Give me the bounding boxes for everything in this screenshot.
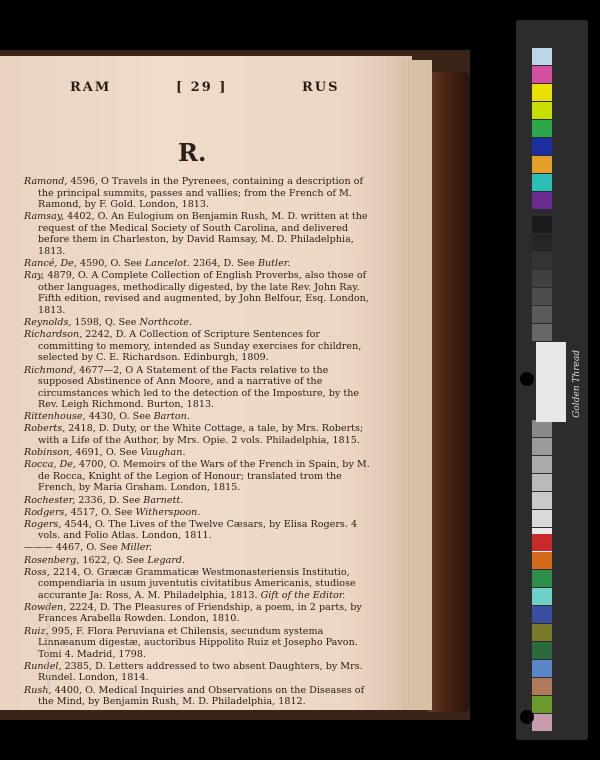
entry-text: 2224, D. The Pleasures of Friendship, a poem, in 2 parts, by Frances Arabella Rowden. London, 1810.: [38, 601, 362, 625]
entry-author: Rocca, De,: [24, 459, 76, 471]
gray-swatch: [532, 252, 552, 269]
entry-see: Vaughan.: [140, 447, 186, 459]
entry-author: Rush,: [24, 684, 52, 696]
entry-author: Rowden,: [24, 601, 67, 613]
entry-author: Richmond,: [24, 364, 77, 376]
entry-text: 4402, O. An Eulogium on Benjamin Rush, M. D. written at the request of the Medical Society of South Carolina, and delivered before them in Charleston, by David Ramsay, M. D. Philadelphia, 1813.: [38, 211, 368, 258]
entry-text: 2364, D. See: [189, 258, 258, 270]
entry-see: Northcote.: [139, 317, 193, 329]
color-swatch: [532, 120, 552, 137]
color-swatch: [532, 696, 552, 713]
entry-text: 2336, D. See: [75, 494, 144, 506]
catalog-entry: [24, 555, 374, 567]
book-cover: [428, 72, 470, 712]
entry-text: 4544, O. The Lives of the Twelve Cæsars, by Elisa Rogers. 4 vols. and Folio Atlas. London, 1811.: [38, 518, 358, 542]
gray-swatch: [532, 438, 552, 455]
gray-swatch: [532, 456, 552, 473]
catalog-entry: [24, 447, 374, 459]
catalog-entry: [24, 661, 374, 684]
target-side-text: Colors by Munsell Color Services Lab: [46, 597, 52, 690]
entry-see: Barnett.: [143, 494, 184, 506]
entry-text: 4590, O. See: [76, 258, 145, 270]
gray-swatch: [532, 234, 552, 251]
entry-see: Barton.: [153, 411, 190, 423]
color-swatch: [532, 660, 552, 677]
catalog-entry: [24, 176, 374, 211]
catalog-entry: [24, 542, 374, 554]
entry-text: 4596, O Travels in the Pyrenees, containing a description of the principal summits, passes and vallies; from the French of M. Ramond, by F. Gold. London, 1813.: [38, 176, 364, 211]
entry-author: Rancé, De,: [24, 258, 77, 270]
entry-text: 4467, O. See: [52, 542, 121, 554]
entry-author: Ramsay,: [24, 211, 65, 223]
catalog-entry: [24, 602, 374, 625]
catalog-entries: [24, 176, 374, 708]
catalog-entry: [24, 423, 374, 446]
catalog-entry: [24, 411, 374, 423]
entry-see: Witherspoon.: [135, 506, 201, 518]
catalog-entry: [24, 270, 374, 316]
catalog-entry: [24, 317, 374, 329]
color-swatch: [532, 102, 552, 119]
golden-thread-label: Golden Thread: [572, 350, 582, 418]
entry-text: 2214, O. Græcæ Grammaticæ Westmonasteriensis Institutio, compendiaria in usum juventutis civitatibus Americanis, studiose accurante Ja: Ross, A. M. Philadelphia, 1813.: [38, 566, 356, 601]
entry-text: 1598, Q. See: [71, 317, 140, 329]
color-swatch: [532, 156, 552, 173]
entry-author: Rodgers,: [24, 506, 68, 518]
catalog-entry: [24, 211, 374, 257]
entry-see: Butler.: [257, 258, 291, 270]
color-swatch: [532, 138, 552, 155]
color-swatch: [532, 192, 552, 209]
gray-swatch: [532, 324, 552, 341]
entry-text: 4879, O. A Complete Collection of English Proverbs, also those of other languages, methodically digested, by the late Rev. John Ray. Fifth edition, revised and augmented, by John Belfour, Esq. London, 1813.: [38, 270, 369, 317]
entry-text: 2418, D. Duty, or the White Cottage, a tale, by Mrs. Roberts; with a Life of the Author, by Mrs. Opie. 2 vols. Philadelphia, 1815.: [38, 423, 364, 447]
color-swatch: [532, 534, 552, 551]
gray-swatch: [532, 216, 552, 233]
color-swatch: [532, 570, 552, 587]
catalog-entry: [24, 685, 374, 708]
entry-text: 4677—2, O A Statement of the Facts relative to the supposed Abstinence of Ann Moore, and a narrative of the circumstances which led to the detection of the Imposture, by the Rev. Leigh Richmond. Burton, 1813.: [38, 364, 360, 411]
color-swatch: [532, 66, 552, 83]
entry-author: Roberts,: [24, 423, 66, 435]
entry-text: 4400, O. Medical Inquiries and Observations on the Diseases of the Mind, by Benjamin Rush, M. D. Philadelphia, 1812.: [38, 684, 365, 708]
color-swatch: [532, 588, 552, 605]
entry-text: 4430, O. See: [85, 411, 154, 423]
gray-swatch: [532, 474, 552, 491]
entry-text: 4700, O. Memoirs of the Wars of the French in Spain, by M. de Rocca, Knight of the Legion of Honour; translated trom the French, by Maria Graham. London, 1815.: [38, 459, 370, 494]
page-number: [ 29 ]: [176, 80, 228, 95]
entry-author: Reynolds,: [24, 317, 72, 329]
catalog-entry: [24, 329, 374, 364]
entry-see: Legard.: [147, 554, 186, 566]
gray-swatch: [532, 420, 552, 437]
target-hole: [520, 710, 534, 724]
catalog-entry: [24, 567, 374, 602]
catalog-entry: [24, 459, 374, 494]
running-head: [0, 80, 410, 100]
color-swatch: [532, 624, 552, 641]
running-head-left: RAM: [70, 80, 112, 95]
catalog-entry: [24, 365, 374, 411]
page-edges: [402, 60, 432, 710]
entry-author: Ray,: [24, 270, 45, 282]
entry-see: Lancelot.: [144, 258, 190, 270]
entry-text: 4691, O. See: [72, 447, 141, 459]
color-swatch: [532, 714, 552, 731]
entry-author: Robinson,: [24, 447, 73, 459]
gray-swatch: [532, 306, 552, 323]
entry-text: 2385, D. Letters addressed to two absent Daughters, by Mrs. Rundel. London, 1814.: [38, 660, 363, 684]
color-swatch: [532, 678, 552, 695]
entry-author: Rochester,: [24, 494, 76, 506]
running-head-right: RUS: [302, 80, 340, 95]
target-hole: [520, 372, 534, 386]
entry-author: ———: [24, 542, 53, 554]
entry-author: Ramond,: [24, 176, 68, 187]
color-swatch: [532, 606, 552, 623]
entry-text: 1622, Q. See: [79, 554, 148, 566]
entry-author: Richardson,: [24, 329, 83, 341]
section-letter: R.: [178, 138, 207, 167]
entry-see: Miller.: [120, 542, 153, 554]
catalog-entry: [24, 626, 374, 661]
entry-text: 2242, D. A Collection of Scripture Sentences for committing to memory, intended as Sunday exercises for children, selected by C. E. Richardson. Edinburgh, 1809.: [38, 329, 362, 364]
entry-author: Ross,: [24, 566, 50, 578]
color-swatch: [532, 552, 552, 569]
entry-author: Rundel,: [24, 660, 62, 672]
gray-swatch: [532, 288, 552, 305]
color-swatch: [532, 48, 552, 65]
entry-see: Gift of the Editor.: [260, 589, 346, 601]
color-swatch: [532, 174, 552, 191]
gray-swatch: [532, 510, 552, 527]
scale-label: [536, 342, 566, 422]
entry-text: 995, F. Flora Peruviana et Chilensis, secundum systema Linnæanum digestæ, auctoribus Hippolito Ruiz et Josepho Pavon. Tomi 4. Madrid, 1798.: [38, 625, 358, 660]
gray-swatch: [532, 270, 552, 287]
catalog-entry: [24, 258, 374, 270]
catalog-entry: [24, 519, 374, 542]
color-swatch: [532, 84, 552, 101]
catalog-entry: [24, 507, 374, 519]
entry-author: Rosenberg,: [24, 554, 80, 566]
entry-author: Rogers,: [24, 518, 62, 530]
entry-author: Ruiz,: [24, 625, 49, 637]
catalog-entry: [24, 495, 374, 507]
gray-swatch: [532, 492, 552, 509]
entry-text: 4517, O. See: [67, 506, 136, 518]
color-swatch: [532, 642, 552, 659]
entry-author: Rittenhouse,: [24, 411, 86, 423]
